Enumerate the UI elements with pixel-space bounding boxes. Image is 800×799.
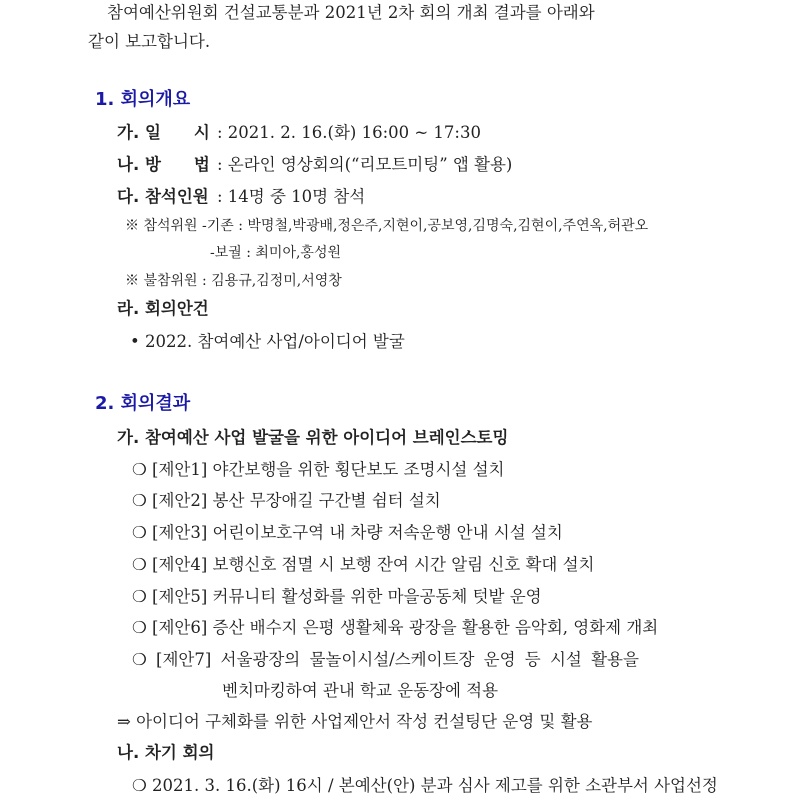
meeting-date-label: 가. 일 시	[117, 123, 210, 142]
attendance-row	[117, 186, 365, 208]
brainstorm-subtitle: 가. 참여예산 사업 발굴을 위한 아이디어 브레인스토밍	[117, 428, 509, 447]
meeting-method-row	[117, 154, 512, 176]
meeting-method-label: 나. 방 법	[117, 155, 210, 174]
proposal-item: ❍ [제안5] 커뮤니티 활성화를 위한 마을공동체 텃밭 운영	[132, 587, 542, 606]
proposal-item: ❍ [제안1] 야간보행을 위한 횡단보도 조명시설 설치	[132, 460, 505, 479]
meeting-method-value: : 온라인 영상회의(“리모트미팅” 앱 활용)	[217, 155, 513, 174]
agenda-item: • 2022. 참여예산 사업/아이디어 발굴	[130, 332, 405, 351]
next-meeting-label: 나. 차기 회의	[117, 743, 215, 762]
section-1-title: 1. 회의개요	[95, 89, 191, 110]
agenda-label: 라. 회의안건	[117, 299, 209, 318]
meeting-date-value: : 2021. 2. 16.(화) 16:00 ~ 17:30	[217, 123, 481, 142]
proposal-item: ❍ [제안2] 봉산 무장애길 구간별 쉼터 설치	[132, 491, 441, 510]
proposal-item: ❍ [제안3] 어린이보호구역 내 차량 저속운행 안내 시설 설치	[132, 523, 563, 542]
intro-line-2: 같이 보고합니다.	[88, 32, 211, 51]
attendees-new: -보궐 : 최미아,홍성원	[210, 245, 341, 261]
attendees-existing: ※ 참석위원 -기존 : 박명철,박광배,정은주,지현이,공보영,김명숙,김현이,주연옥,허관오	[125, 218, 649, 234]
proposal-item: ❍ [제안7] 서울광장의 물놀이시설/스케이트장 운영 등 시설 활용을	[132, 650, 639, 669]
absentees: ※ 불참위원 : 김용규,김정미,서영창	[125, 273, 342, 289]
proposal-item: ❍ [제안6] 증산 배수지 은평 생활체육 광장을 활용한 음악회, 영화제 개최	[132, 618, 659, 637]
meeting-date-row	[117, 122, 481, 144]
proposal-item-continuation: 벤치마킹하여 관내 학교 운동장에 적용	[222, 681, 499, 700]
attendance-value: : 14명 중 10명 참석	[217, 187, 366, 206]
conclusion: ⇒ 아이디어 구체화를 위한 사업제안서 작성 컨설팅단 운영 및 활용	[117, 712, 593, 731]
section-2-title: 2. 회의결과	[95, 393, 191, 414]
next-meeting-detail: ❍ 2021. 3. 16.(화) 16시 / 본예산(안) 분과 심사 제고를 위한 소관부서 사업선정	[132, 776, 718, 795]
intro-line-1: 참여예산위원회 건설교통분과 2021년 2차 회의 개최 결과를 아래와	[107, 3, 595, 22]
attendance-label: 다. 참석인원	[117, 187, 209, 206]
proposal-item: ❍ [제안4] 보행신호 점멸 시 보행 잔여 시간 알림 신호 확대 설치	[132, 555, 595, 574]
